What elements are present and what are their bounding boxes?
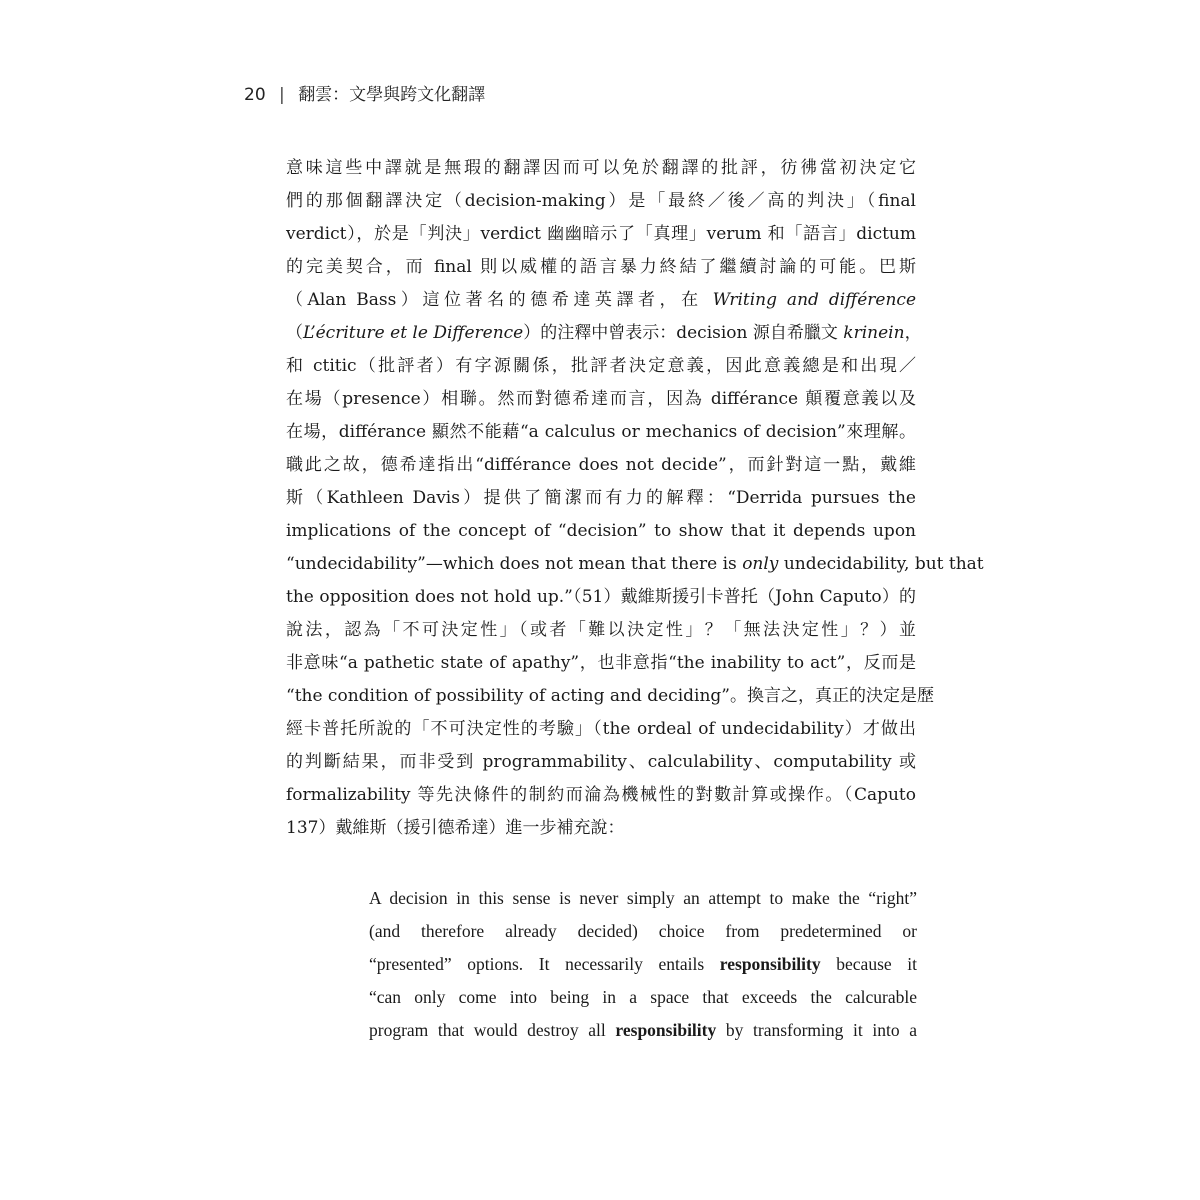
body-line: 經卡普托所說的「不可決定性的考驗」（the ordeal of undecidability）才做出 <box>286 719 916 739</box>
italic-title: L’écriture et le Difference <box>303 323 524 343</box>
italic-title: Writing and différence <box>712 290 916 310</box>
body-line: 職此之故，德希達指出“différance does not decide”，而針對這一點，戴維 <box>286 455 916 475</box>
body-line: 的判斷結果，而非受到 programmability、calculability、computability 或 <box>286 752 916 772</box>
body-text-span: ）的注釋中曾表示：decision 源自希臘文 <box>523 323 838 343</box>
body-line: 意味這些中譯就是無瑕的翻譯因而可以免於翻譯的批評，彷彿當初決定它 <box>286 158 916 178</box>
body-line: formalizability 等先決條件的制約而淪為機械性的對數計算或操作。（Caputo <box>286 785 916 805</box>
block-quote <box>369 882 917 1047</box>
body-text-span: （ <box>286 323 303 343</box>
body-text-span: ， <box>904 323 922 343</box>
body-line: 斯（Kathleen Davis）提供了簡潔而有力的解釋：“Derrida pursues the <box>286 488 916 508</box>
bold-term: responsibility <box>615 1020 717 1040</box>
body-line: 在場（presence）相聯。然而對德希達而言，因為 différance 顛覆意義以及 <box>286 389 916 409</box>
body-text-span: “undecidability”—which does not mean that there is <box>286 554 737 574</box>
quote-text-span: “presented” options. It necessarily entails <box>369 954 720 974</box>
quote-text-span: because it <box>820 954 918 974</box>
body-text-span: （Alan Bass）這位著名的德希達英譯者，在 <box>286 290 703 310</box>
body-paragraph <box>286 152 984 845</box>
page-number: 20 <box>244 85 266 105</box>
quote-text-span: program that would destroy all <box>369 1020 616 1040</box>
body-line: 非意味“a pathetic state of apathy”，也非意指“the inability to act”，反而是 <box>286 653 916 673</box>
body-line: the opposition does not hold up.”（51）戴維斯援引卡普托（John Caputo）的 <box>286 587 916 607</box>
body-text-span: undecidability, but that <box>778 554 984 574</box>
body-line <box>286 548 984 581</box>
book-title: 翻雲：文學與跨文化翻譯 <box>298 85 486 105</box>
italic-word: krinein <box>843 323 905 343</box>
italic-word: only <box>742 554 779 574</box>
body-line: 和 ctitic（批評者）有字源關係，批評者決定意義，因此意義總是和出現／ <box>286 356 916 376</box>
quote-line: (and therefore already decided) choice from predetermined or <box>369 921 917 941</box>
running-header <box>244 80 485 105</box>
body-line <box>286 317 922 350</box>
body-line: “the condition of possibility of acting and deciding”。換言之，真正的決定是歷 <box>286 686 934 706</box>
quote-line <box>369 948 917 981</box>
quote-line: “can only come into being in a space that exceeds the calcurable <box>369 987 917 1007</box>
quote-line <box>369 1014 917 1047</box>
quote-line: A decision in this sense is never simply an attempt to make the “right” <box>369 888 917 908</box>
quote-text-span: by transforming it into a <box>716 1020 917 1040</box>
body-line: 137）戴維斯（援引德希達）進一步補充說： <box>286 818 625 838</box>
body-line <box>286 284 916 317</box>
bold-term: responsibility <box>719 954 821 974</box>
body-line: 們的那個翻譯決定（decision-making）是「最終／後／高的判決」（final <box>286 191 916 211</box>
body-line: verdict），於是「判決」verdict 幽幽暗示了「真理」verum 和「語言」dictum <box>286 224 916 244</box>
body-line: 的完美契合，而 final 則以威權的語言暴力終結了繼續討論的可能。巴斯 <box>286 257 916 277</box>
body-line: 說法，認為「不可決定性」（或者「難以決定性」？「無法決定性」？）並 <box>286 620 916 640</box>
body-line: 在場，différance 顯然不能藉“a calculus or mechanics of decision”來理解。 <box>286 422 916 442</box>
body-line: implications of the concept of “decision” to show that it depends upon <box>286 521 916 541</box>
header-separator: | <box>279 85 285 105</box>
